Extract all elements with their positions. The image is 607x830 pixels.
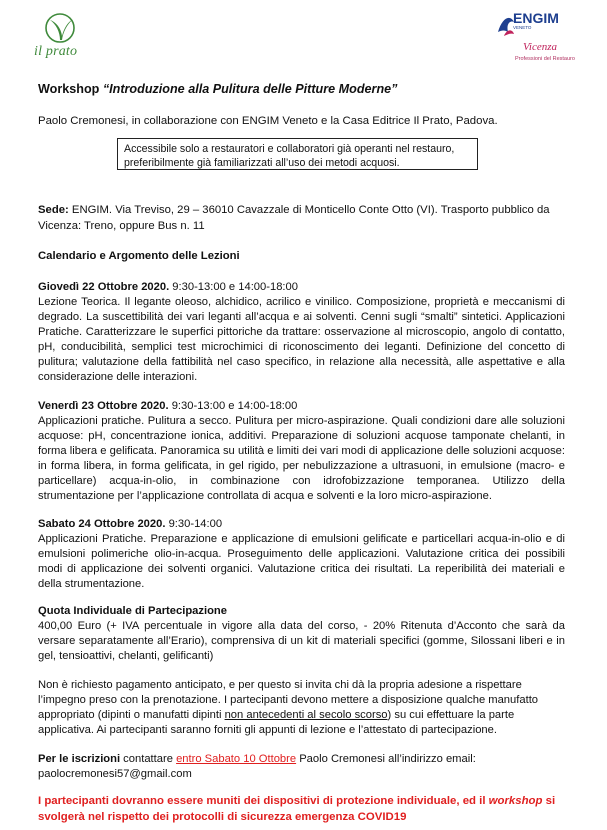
covid-warning-text-1: I partecipanti dovranno essere muniti dei dispositivi di protezione individuale, ed il: [38, 795, 489, 807]
lesson-day-1: [38, 280, 565, 385]
engim-logo-name: ENGIM: [513, 10, 559, 26]
venue-text: ENGIM. Via Treviso, 29 – 36010 Cavazzale di Monticello Conte Otto (VI). Trasporto pubblico da Vicenza: Treno, oppure Bus n. 11: [38, 204, 550, 232]
engim-logo-tagline: Professioni del Restauro: [515, 56, 575, 62]
authors-line: Paolo Cremonesi, in collaborazione con ENGIM Veneto e la Casa Editrice Il Prato, Padova.: [38, 115, 498, 127]
no-prepayment-underlined: non antecedenti al secolo scorso: [224, 709, 388, 721]
lesson-day-2-date: Venerdì 23 Ottobre 2020.: [38, 400, 169, 412]
registration-email[interactable]: paolocremonesi57@gmail.com: [38, 768, 192, 780]
lesson-day-1-time: 9:30-13:00 e 14:00-18:00: [169, 281, 298, 293]
venue-paragraph: [38, 202, 578, 234]
lesson-day-2-body: Applicazioni pratiche. Pulitura a secco. Pulitura per micro-aspirazione. Quali condizioni dare alle soluzioni acquose: pH, concentrazione ionica, additivi. Preparazione di soluzioni acquose tamponate chelanti, in forma libera e gelificata. Panoramica su utilità e limiti dei vari modi di applicazione delle soluzioni acquose: in forma libera, in forma gelificata, in gel rigido, per nebulizzazione a ultrasuoni, in emulsione (macro- e particellare) acqua-in-olio, in combinazione con idrofobizzazione temporanea. Utilizzo della strumentazione per l’applicazione controllata di acqua e solventi e la loro micro-aspirazione.: [38, 415, 565, 502]
covid-warning-text-2: si svolgerà nel rispetto dei protocolli di sicurezza emergenza COVID19: [38, 795, 556, 823]
lesson-day-1-date: Giovedì 22 Ottobre 2020.: [38, 281, 170, 293]
registration-paragraph: [38, 752, 565, 782]
covid-warning: [38, 793, 578, 825]
registration-label: Per le iscrizioni: [38, 753, 121, 765]
engim-logo-region: VENETO: [513, 25, 532, 30]
venue-label: Sede:: [38, 204, 69, 216]
fee-heading: Quota Individuale di Partecipazione: [38, 605, 227, 617]
covid-warning-italic: workshop: [488, 795, 543, 807]
registration-deadline: entro Sabato 10 Ottobre: [176, 753, 297, 765]
registration-text-1: contattare: [120, 753, 177, 765]
lesson-day-2-heading: [38, 399, 565, 414]
lesson-day-3-date: Sabato 24 Ottobre 2020.: [38, 518, 166, 530]
fee-body: 400,00 Euro (+ IVA percentuale in vigore alla data del corso, - 20% Ritenuta d’Acconto che sarà da versare separatamente all’Erario), comprensiva di un kit di materiali specifici (gomme, Silossani liberi e in gel, tensioattivi, chelanti, gelificanti): [38, 620, 565, 662]
il-prato-logo-text: il prato: [34, 44, 78, 59]
no-prepayment-text-2: ) su cui effettuare la parte applicativa. Ai partecipanti saranno forniti gli appunti di lezione e l’attestato di partecipazione.: [38, 709, 515, 736]
lesson-day-1-body: Lezione Teorica. Il legante oleoso, alchidico, acrilico e vinilico. Composizione, proprietà e meccanismi di degrado. La suscettibilità dei vari leganti all’acqua e ai solventi. Cenni sugli “smalti” sintetici. Applicazioni Pratiche. Caratterizzare le superfici pittoriche da trattare: osservazione al microscopio, angolo di contatto, pH, conducibilità, semplici test microchimici di riconoscimento dei leganti. Definizione del concetto di pulitura; valutazione della fattibilità nel caso specifico, in relazione alla necessità, alle aspettative e alla considerazione delle interazioni.: [38, 296, 565, 383]
no-prepayment-text-1: Non è richiesto pagamento anticipato, e per questo si invita chi dà la propria adesione a rispettare l’impegno preso con la prenotazione. I partecipanti devono mettere a disposizione qualche manufatto appropriato (dipinti o manufatti dipinti: [38, 679, 539, 721]
page-title: [38, 82, 397, 97]
calendar-heading: Calendario e Argomento delle Lezioni: [38, 250, 240, 262]
fee-section: [38, 604, 565, 664]
title-italic: “Introduzione alla Pulitura delle Pitture Moderne”: [102, 82, 398, 96]
registration-text-2: Paolo Cremonesi all’indirizzo email:: [296, 753, 476, 765]
no-prepayment-paragraph: [38, 678, 565, 738]
title-prefix: Workshop: [38, 82, 103, 96]
lesson-day-3-heading: [38, 517, 565, 532]
lesson-day-2-time: 9:30-13:00 e 14:00-18:00: [168, 400, 298, 412]
lesson-day-3-body: Applicazioni Pratiche. Preparazione e applicazione di emulsioni gelificate e particellari acqua-in-olio e di emulsioni polimeriche olio-in-acqua. Proseguimento delle applicazioni. Valutazione critica dei possibili modi di applicazione dei solventi organici. Valutazione critica dei risultati. La reperibilità dei materiali e della strumentazione.: [38, 533, 565, 590]
engim-logo-city: Vicenza: [523, 41, 558, 53]
eligibility-box: Accessibile solo a restauratori e collaboratori già operanti nel restauro, preferibilmente già familiarizzati all’uso dei metodi acquosi.: [117, 138, 478, 170]
lesson-day-3: [38, 517, 565, 592]
lesson-day-3-time: 9:30-14:00: [165, 518, 223, 530]
lesson-day-1-heading: [38, 280, 565, 295]
lesson-day-2: [38, 399, 565, 504]
